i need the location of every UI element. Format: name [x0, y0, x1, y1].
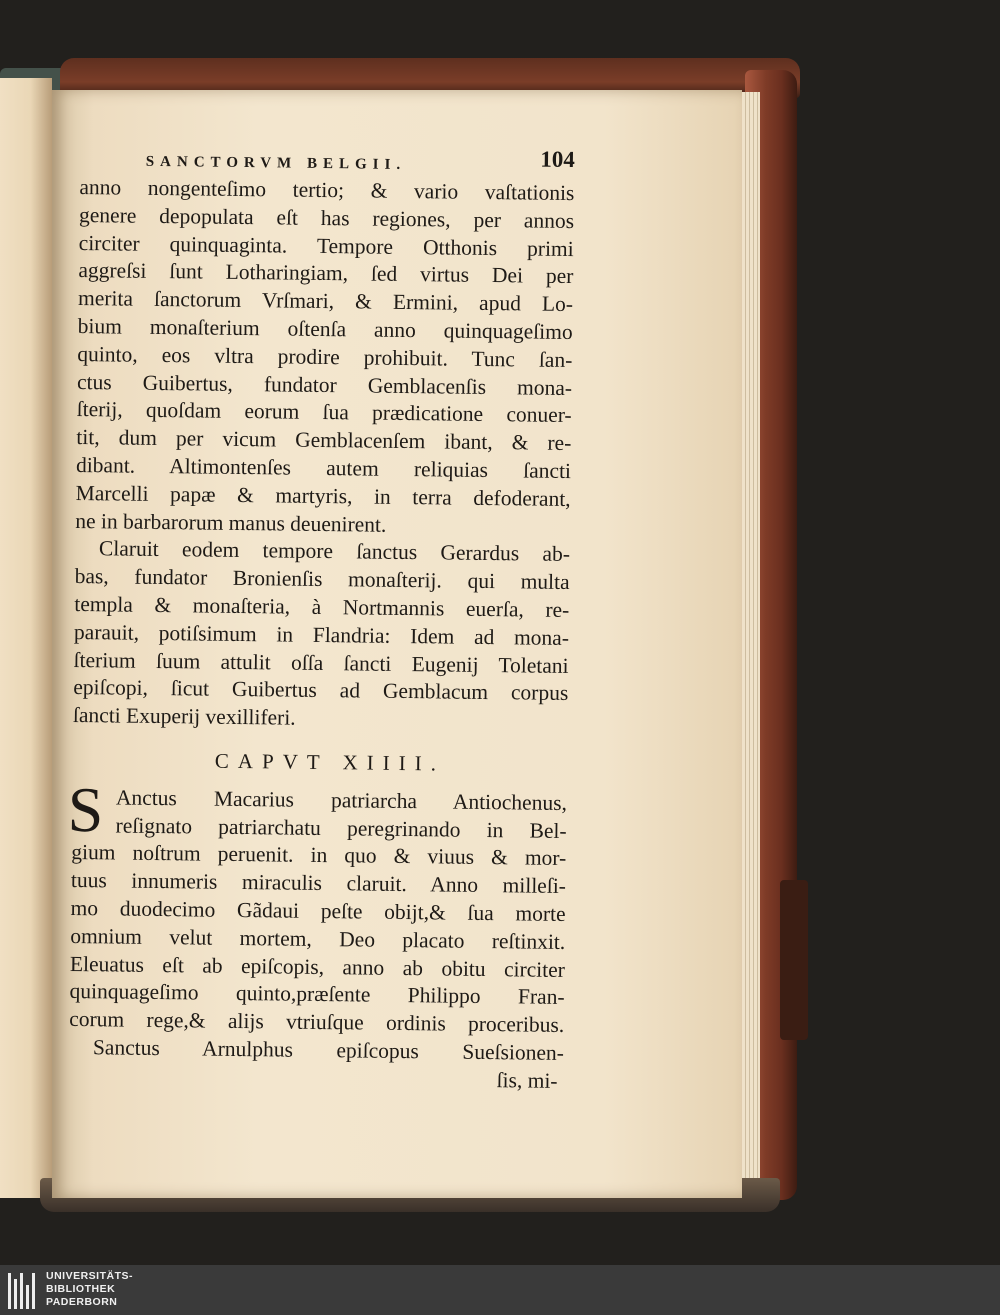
text-line: Anctus Macarius patriarcha Antiochenus, — [115, 785, 568, 815]
logo-line: PADERBORN — [46, 1296, 118, 1308]
paragraph-1 — [75, 174, 574, 541]
catchword: ſis, mi- — [496, 1067, 558, 1093]
text-line: Claruit eodem tempore ſanctus Gerardus ab- — [98, 536, 571, 567]
text-line: ne in barbarorum manus deuenirent. — [75, 508, 387, 537]
text-line: reſignato patriarchatu peregrinando in Bel- — [115, 813, 567, 843]
text-line: gium noſtrum peruenit. in quo & viuus & mor- — [71, 840, 567, 871]
paragraph-3 — [67, 773, 568, 1040]
text-line: tit, dum per vicum Gemblacenſem ibant, & re- — [76, 425, 572, 456]
chapter-title: CAPVT XIIII. — [214, 748, 446, 776]
text-line: bium monaſterium oſtenſa anno quinquageſimo — [77, 313, 573, 345]
text-line: dibant. Altimontenſes autem reliquias ſancti — [75, 452, 572, 483]
footer-bar — [0, 1265, 1000, 1315]
page-number: 104 — [540, 146, 575, 173]
text-line: merita ſanctorum Vrſmari, & Ermini, apud Lo- — [77, 286, 574, 317]
text-line: mo duodecimo Gãdaui peſte obijt,& ſua morte — [70, 895, 566, 926]
text-line: ſterium ſuum attulit oſſa ſancti Eugenij Toletani — [73, 647, 569, 678]
running-head: SANCTORVM BELGII. — [145, 153, 407, 173]
logo-line: BIBLIOTHEK — [46, 1283, 116, 1295]
text-line: ſterij, quoſdam eorum ſua prædicatione conuer- — [76, 397, 572, 428]
text-line: quinto, eos vltra prodire prohibuit. Tunc ſan- — [77, 341, 573, 372]
text-line: templa & monaſteria, à Nortmannis euerſa, re- — [74, 591, 570, 622]
text-line: circiter quinquaginta. Tempore Otthonis primi — [78, 230, 574, 261]
library-logo-text — [46, 1270, 133, 1309]
text-line: Eleuatus eſt ab epiſcopis, anno ab obitu circiter — [69, 951, 566, 982]
paragraph-2 — [73, 535, 570, 736]
text-line: Sanctus Arnulphus epiſcopus Sueſsionen- — [92, 1035, 565, 1065]
text-line: omnium velut mortem, Deo placato reſtinxit. — [70, 923, 566, 954]
logo-line: UNIVERSITÄTS- — [46, 1270, 134, 1282]
library-logo-icon — [8, 1273, 38, 1309]
drop-cap: S — [67, 773, 104, 846]
cover-tab — [780, 880, 808, 1040]
text-line: corum rege,& alijs vtriuſque ordinis proceribus. — [69, 1007, 565, 1038]
text-line: aggreſsi ſunt Lotharingiam, ſed virtus Dei per — [78, 258, 574, 289]
text-line: epiſcopi, ſicut Guibertus ad Gemblacum corpus — [73, 675, 569, 706]
text-line: genere depopulata eſt has regiones, per annos — [78, 202, 575, 233]
text-line: Marcelli papæ & martyris, in terra defoderant, — [75, 480, 571, 511]
text-line: ctus Guibertus, fundator Gemblacenſis mona- — [76, 369, 573, 400]
text-line: ſancti Exuperij vexilliferi. — [72, 703, 296, 730]
page-header — [80, 140, 575, 180]
left-page-edge — [0, 78, 52, 1198]
text-line: parauit, potiſsimum in Flandria: Idem ad mona- — [73, 619, 570, 650]
text-line: quinquageſimo quinto,præſente Philippo Fran- — [69, 979, 565, 1010]
text-line: anno nongenteſimo tertio; & vario vaſtationis — [79, 174, 575, 206]
text-line: bas, fundator Bronienſis monaſterij. qui multa — [74, 564, 570, 595]
page-text — [68, 140, 575, 1095]
text-line: tuus innumeris miraculis claruit. Anno milleſi- — [70, 868, 567, 899]
